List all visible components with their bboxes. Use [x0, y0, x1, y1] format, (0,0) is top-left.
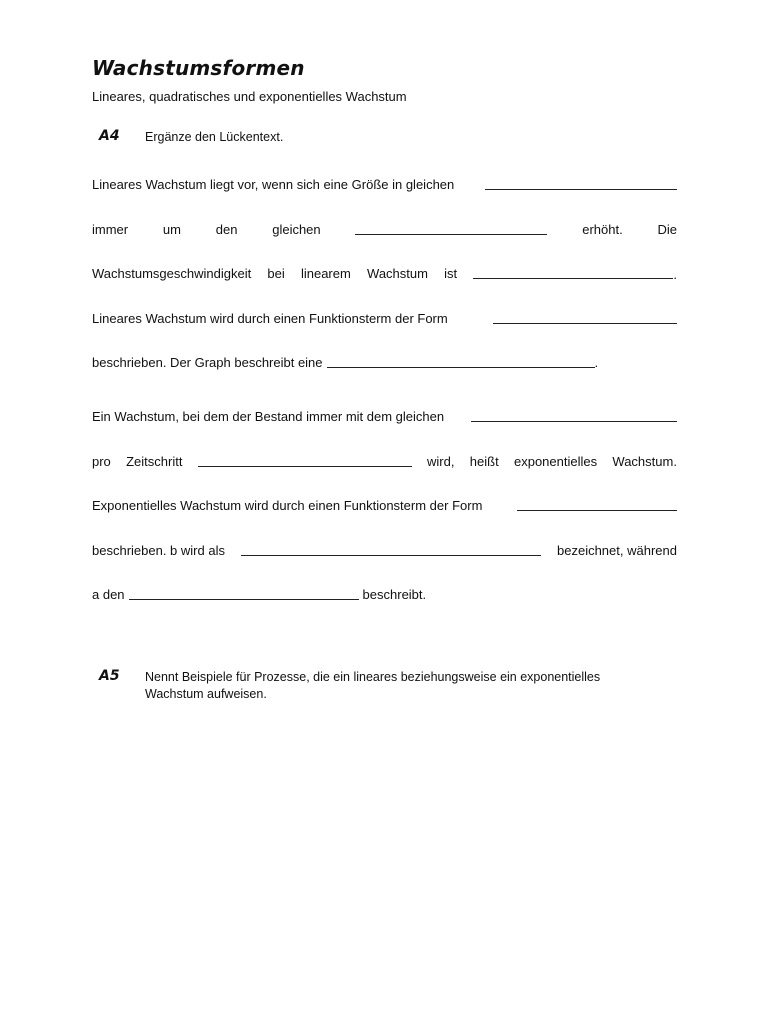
cloze-line-9	[92, 543, 677, 558]
cloze-text: beschrieben. b wird als	[92, 543, 225, 558]
cloze-text: a den	[92, 587, 125, 602]
cloze-blank[interactable]	[129, 587, 359, 600]
cloze-blank[interactable]	[493, 311, 677, 324]
cloze-text: Ein Wachstum, bei dem der Bestand immer mit dem gleichen	[92, 409, 445, 424]
cloze-text: beschrieben. Der Graph beschreibt eine	[92, 355, 323, 370]
cloze-blank[interactable]	[471, 409, 677, 422]
cloze-line-6	[92, 409, 677, 424]
cloze-line-7	[92, 454, 677, 469]
cloze-text: beschreibt.	[362, 587, 427, 602]
cloze-word: bei	[267, 266, 285, 281]
cloze-word: Wachstum	[367, 266, 428, 281]
cloze-word: gleichen	[272, 222, 321, 237]
cloze-text: Lineares Wachstum liegt vor, wenn sich eine Größe in gleichen	[92, 177, 455, 192]
cloze-punct: .	[594, 355, 599, 370]
cloze-word: linearem	[300, 266, 351, 281]
cloze-word: um	[162, 222, 181, 237]
cloze-text: bezeichnet, während	[557, 543, 677, 558]
cloze-word: Wachstum.	[612, 454, 677, 469]
page-title: Wachstumsformen	[92, 56, 305, 80]
cloze-blank[interactable]	[327, 355, 595, 368]
cloze-line-3	[92, 266, 677, 282]
page-subtitle: Lineares, quadratisches und exponentielles Wachstum	[92, 89, 407, 104]
cloze-line-8	[92, 498, 677, 513]
cloze-text: Lineares Wachstum wird durch einen Funktionsterm der Form	[92, 311, 448, 326]
task-5-instruction: Nennt Beispiele für Prozesse, die ein lineares beziehungsweise ein exponentielles Wachstum aufweisen.	[145, 670, 601, 701]
cloze-text: Exponentielles Wachstum wird durch einen Funktionsterm der Form	[92, 498, 483, 513]
cloze-word: ist	[444, 266, 458, 281]
cloze-word: Die	[657, 222, 677, 237]
cloze-blank[interactable]	[355, 222, 547, 235]
cloze-line-10	[92, 587, 677, 602]
cloze-blank[interactable]	[198, 454, 412, 467]
cloze-word: heißt	[469, 454, 499, 469]
cloze-word: den	[215, 222, 238, 237]
cloze-line-5	[92, 355, 677, 370]
cloze-punct: .	[673, 267, 677, 282]
cloze-blank[interactable]	[485, 177, 677, 190]
cloze-blank[interactable]	[517, 498, 677, 511]
cloze-word: immer	[92, 222, 129, 237]
cloze-blank[interactable]	[241, 543, 541, 556]
cloze-word: erhöht.	[582, 222, 623, 237]
cloze-blank[interactable]	[473, 266, 673, 279]
cloze-line-4	[92, 311, 677, 326]
cloze-word: Zeitschritt	[126, 454, 183, 469]
cloze-word: wird,	[427, 454, 455, 469]
cloze-word: exponentielles	[513, 454, 598, 469]
task-5-label: A5	[99, 668, 120, 684]
task-4-instruction: Ergänze den Lückentext.	[145, 130, 284, 144]
cloze-word: pro	[92, 454, 111, 469]
cloze-word: Wachstumsgeschwindigkeit	[92, 266, 252, 281]
cloze-line-2	[92, 222, 677, 237]
task-4-label: A4	[99, 128, 120, 144]
cloze-line-1	[92, 177, 677, 192]
